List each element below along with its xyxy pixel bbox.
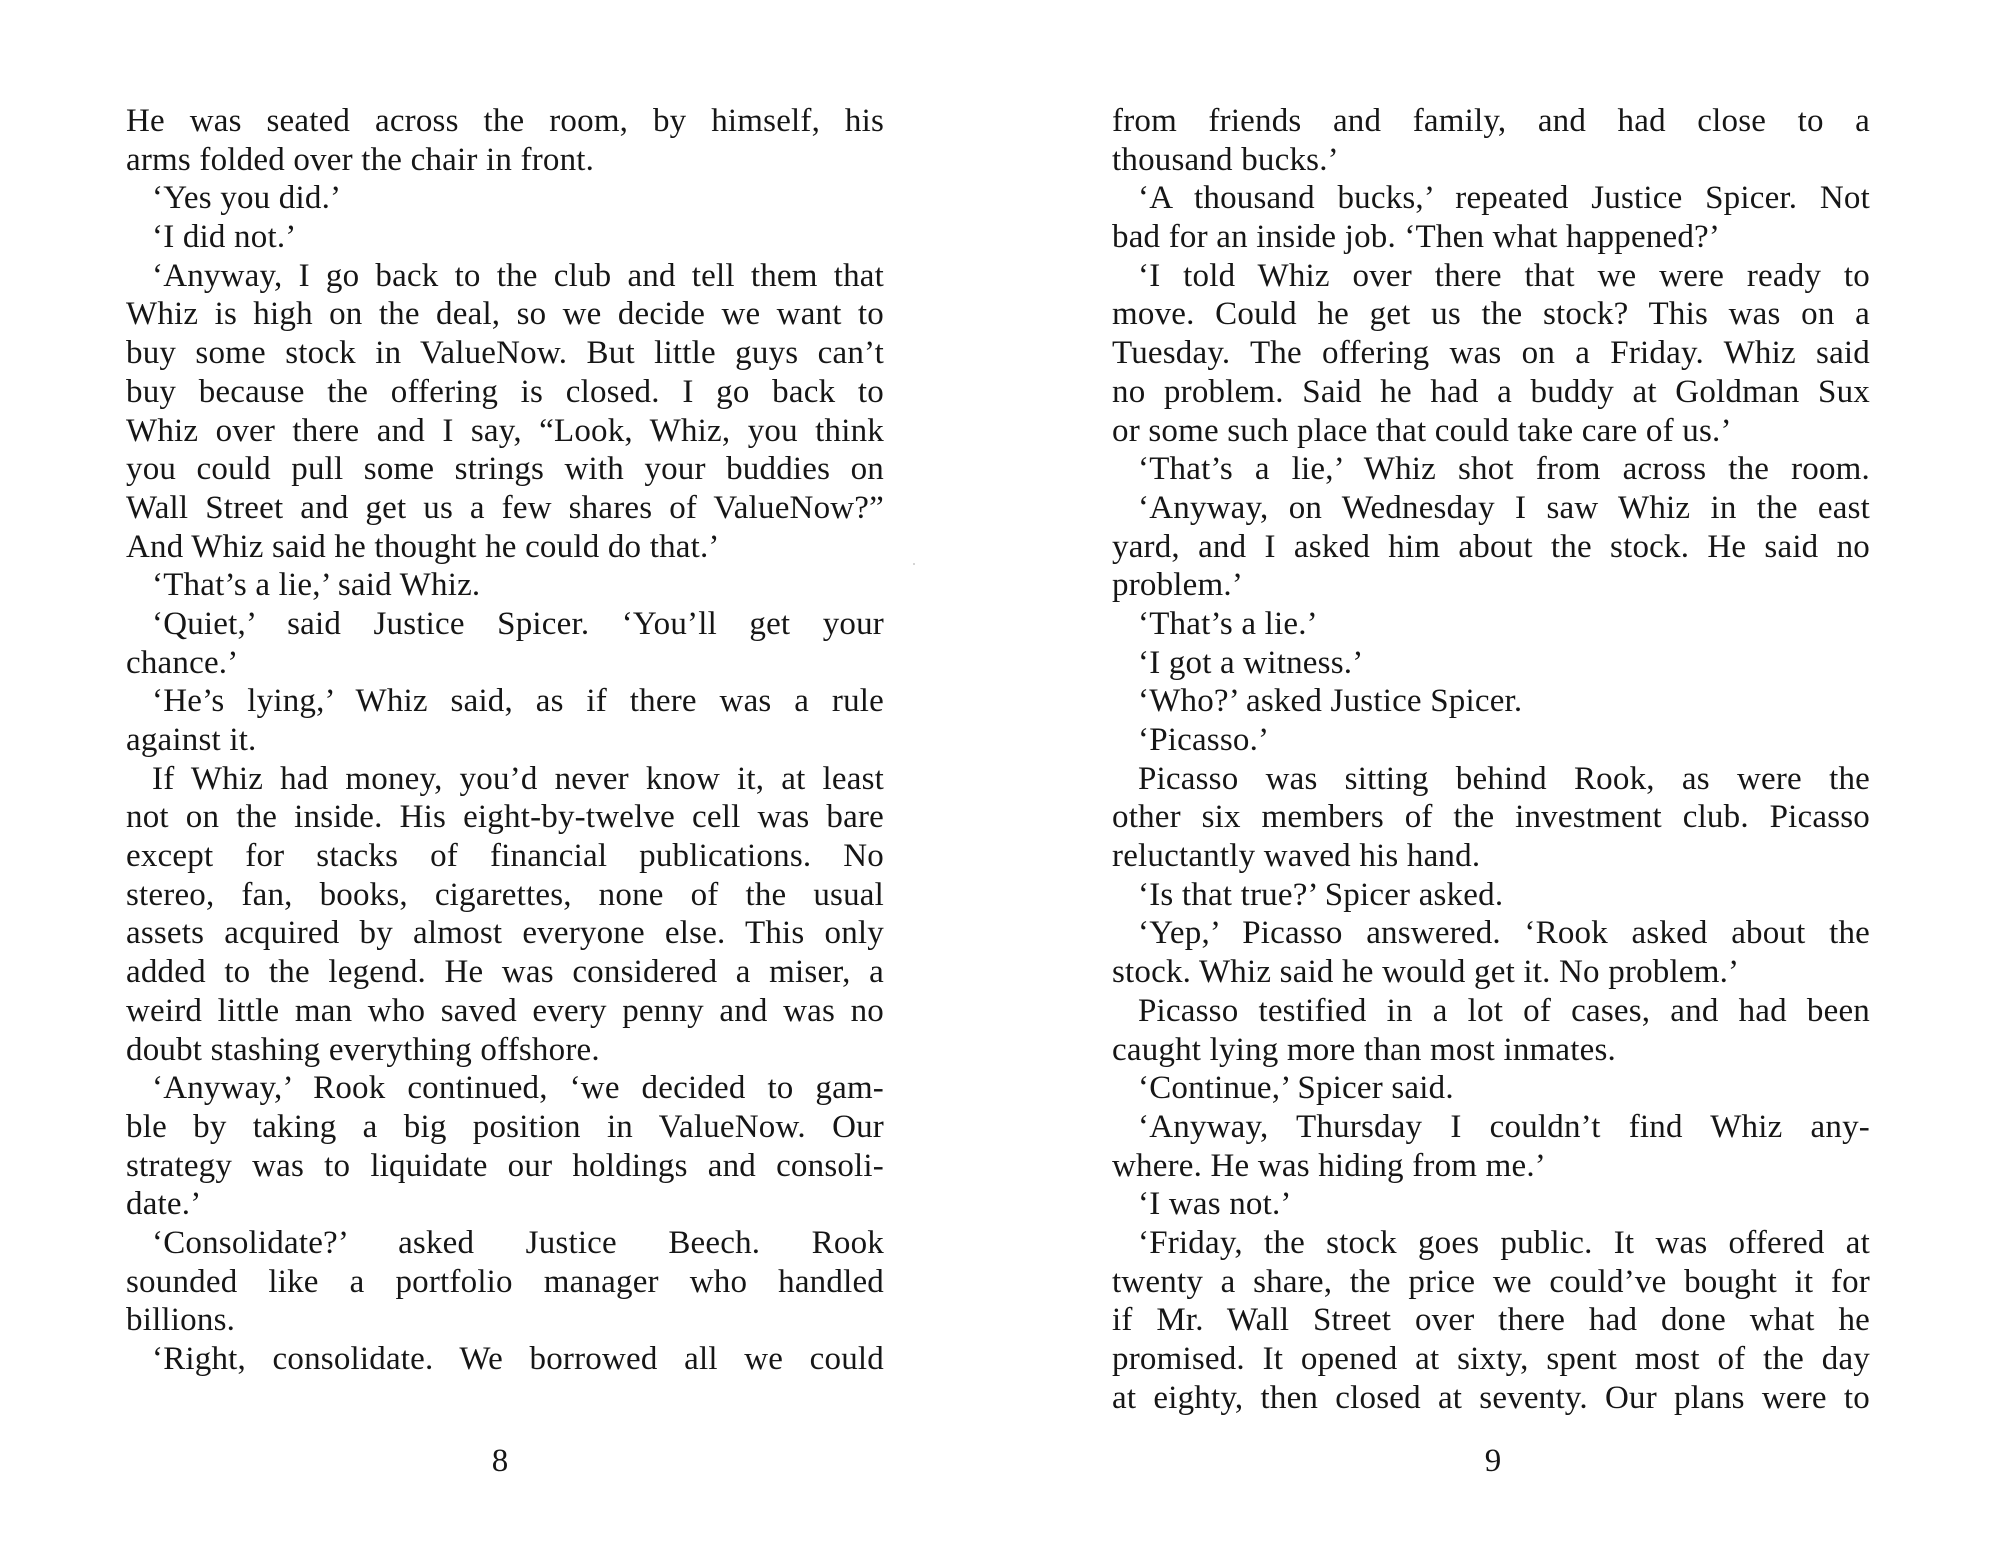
text-line: added to the legend. He was considered a miser, a bbox=[126, 954, 884, 991]
text-line: doubt stashing everything offshore. bbox=[126, 1031, 600, 1068]
page-number: 9 bbox=[1484, 1443, 1502, 1479]
text-line: ‘Anyway, I go back to the club and tell them that bbox=[152, 257, 884, 294]
text-line: Picasso testified in a lot of cases, and had been bbox=[1138, 992, 1870, 1029]
text-line: if Mr. Wall Street over there had done what he bbox=[1112, 1302, 1870, 1339]
text-line: Wall Street and get us a few shares of ValueNow?” bbox=[126, 489, 884, 526]
text-line: ‘He’s lying,’ Whiz said, as if there was a rule bbox=[152, 683, 884, 720]
text-line: buy some stock in ValueNow. But little guys can’t bbox=[126, 335, 884, 372]
text-line: weird little man who saved every penny and was no bbox=[126, 992, 884, 1029]
text-line: ‘Yep,’ Picasso answered. ‘Rook asked about the bbox=[1138, 915, 1870, 952]
text-line: other six members of the investment club. Picasso bbox=[1112, 799, 1870, 836]
text-line: twenty a share, the price we could’ve bought it for bbox=[1112, 1263, 1870, 1300]
text-line: sounded like a portfolio manager who handled bbox=[126, 1263, 884, 1300]
text-line: stock. Whiz said he would get it. No problem.’ bbox=[1112, 954, 1740, 991]
text-line: against it. bbox=[126, 722, 257, 758]
text-line: assets acquired by almost everyone else. This only bbox=[126, 915, 884, 952]
text-line: Tuesday. The offering was on a Friday. Whiz said bbox=[1112, 335, 1870, 372]
text-line: ‘Quiet,’ said Justice Spicer. ‘You’ll get your bbox=[152, 605, 884, 642]
text-line: reluctantly waved his hand. bbox=[1112, 838, 1481, 875]
text-line: ‘Consolidate?’ asked Justice Beech. Rook bbox=[152, 1224, 884, 1261]
text-line: ble by taking a big position in ValueNow. Our bbox=[126, 1108, 884, 1145]
text-line: at eighty, then closed at seventy. Our plans were to bbox=[1112, 1379, 1870, 1416]
text-line: ‘Yes you did.’ bbox=[152, 180, 342, 217]
page-number: 8 bbox=[491, 1443, 509, 1479]
paper-speck bbox=[913, 563, 915, 565]
text-line: buy because the offering is closed. I go back to bbox=[126, 373, 884, 410]
text-line: And Whiz said he thought he could do that.’ bbox=[126, 528, 720, 565]
text-line: move. Could he get us the stock? This was on a bbox=[1112, 296, 1870, 333]
text-line: from friends and family, and had close to a bbox=[1112, 103, 1870, 139]
text-line: ‘Anyway,’ Rook continued, ‘we decided to gam- bbox=[152, 1070, 884, 1107]
text-line: ‘I did not.’ bbox=[152, 219, 297, 256]
text-line: ‘That’s a lie,’ Whiz shot from across the room. bbox=[1138, 451, 1870, 488]
text-line: stereo, fan, books, cigarettes, none of the usual bbox=[126, 876, 884, 913]
text-line: except for stacks of financial publications. No bbox=[126, 838, 884, 875]
text-line: yard, and I asked him about the stock. He said no bbox=[1112, 528, 1870, 565]
text-line: ‘Continue,’ Spicer said. bbox=[1138, 1070, 1454, 1107]
text-line: ‘Anyway, Thursday I couldn’t find Whiz any- bbox=[1138, 1108, 1870, 1145]
text-line: ‘That’s a lie.’ bbox=[1138, 605, 1318, 642]
text-line: no problem. Said he had a buddy at Goldman Sux bbox=[1112, 373, 1870, 410]
text-line: chance.’ bbox=[126, 644, 239, 681]
text-line: Whiz over there and I say, “Look, Whiz, you think bbox=[126, 412, 884, 449]
text-line: If Whiz had money, you’d never know it, at least bbox=[152, 760, 884, 797]
text-line: ‘A thousand bucks,’ repeated Justice Spicer. Not bbox=[1138, 180, 1870, 217]
text-line: ‘I was not.’ bbox=[1138, 1186, 1292, 1223]
text-line: caught lying more than most inmates. bbox=[1112, 1031, 1616, 1068]
text-line: billions. bbox=[126, 1302, 236, 1339]
text-line: ‘I told Whiz over there that we were ready to bbox=[1138, 257, 1870, 294]
text-line: ‘Anyway, on Wednesday I saw Whiz in the east bbox=[1138, 489, 1870, 526]
text-line: Whiz is high on the deal, so we decide we want to bbox=[126, 296, 884, 333]
text-line: or some such place that could take care of us.’ bbox=[1112, 412, 1732, 449]
text-line: where. He was hiding from me.’ bbox=[1112, 1147, 1546, 1184]
text-line: not on the inside. His eight-by-twelve cell was bare bbox=[126, 799, 884, 836]
text-line: ‘That’s a lie,’ said Whiz. bbox=[152, 567, 481, 604]
text-line: strategy was to liquidate our holdings and consoli- bbox=[126, 1147, 884, 1184]
text-line: bad for an inside job. ‘Then what happened?’ bbox=[1112, 219, 1721, 256]
text-line: arms folded over the chair in front. bbox=[126, 141, 595, 178]
text-line: ‘Friday, the stock goes public. It was offered at bbox=[1138, 1224, 1870, 1261]
text-line: Picasso was sitting behind Rook, as were the bbox=[1138, 760, 1870, 797]
text-line: ‘Is that true?’ Spicer asked. bbox=[1138, 876, 1504, 913]
text-line: date.’ bbox=[126, 1186, 202, 1223]
text-line: ‘Picasso.’ bbox=[1138, 722, 1270, 758]
text-line: ‘Right, consolidate. We borrowed all we could bbox=[152, 1341, 884, 1377]
left-page-text bbox=[126, 102, 884, 1379]
text-line: He was seated across the room, by himself, his bbox=[126, 103, 884, 139]
text-line: ‘Who?’ asked Justice Spicer. bbox=[1138, 683, 1523, 720]
right-page-text bbox=[1112, 102, 1870, 1417]
text-line: you could pull some strings with your buddies on bbox=[126, 451, 884, 488]
right-page bbox=[1000, 0, 2000, 1566]
text-line: ‘I got a witness.’ bbox=[1138, 644, 1364, 681]
text-line: promised. It opened at sixty, spent most of the day bbox=[1112, 1341, 1870, 1377]
text-line: thousand bucks.’ bbox=[1112, 141, 1339, 178]
text-line: problem.’ bbox=[1112, 567, 1244, 604]
